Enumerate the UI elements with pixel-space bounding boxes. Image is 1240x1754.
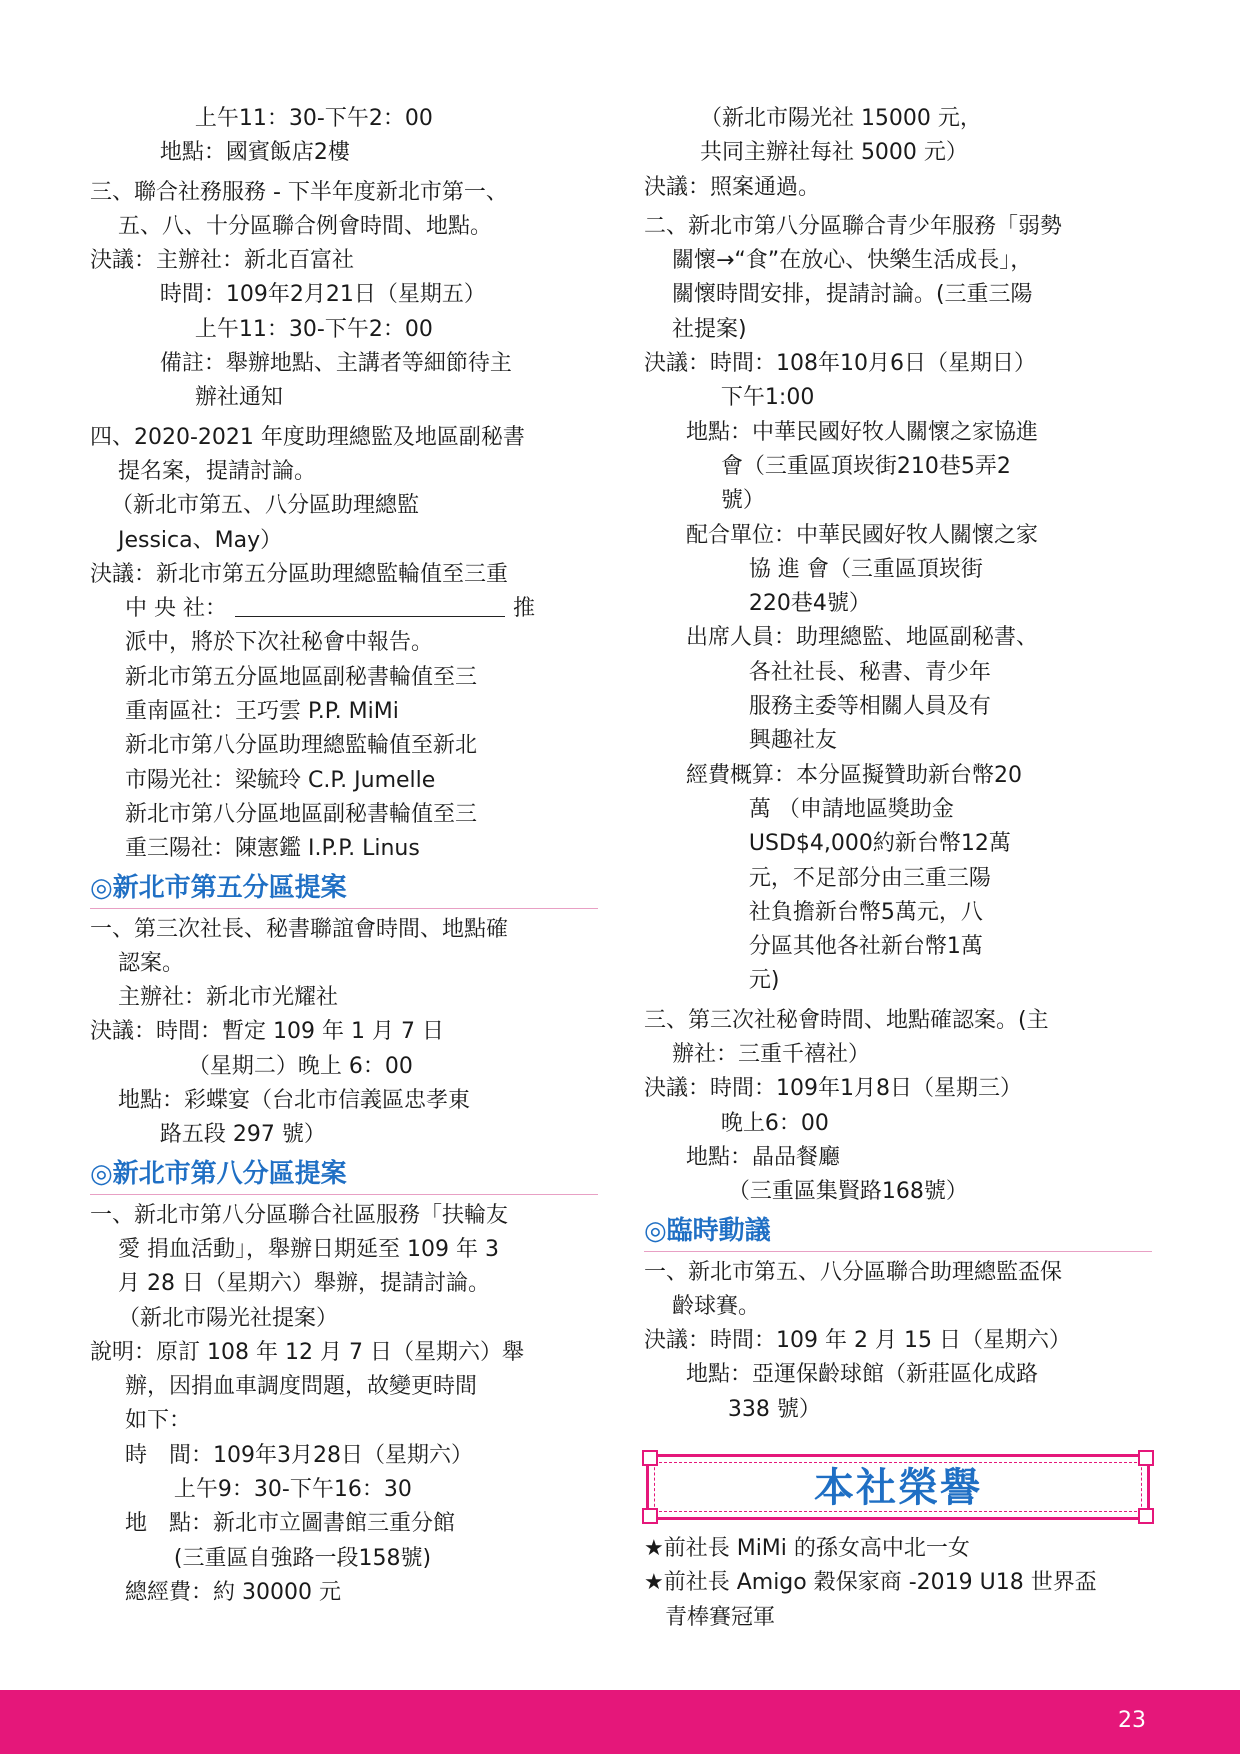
text-line: 決議：照案通過。 [644,174,821,200]
section-heading: ◎新北市第五分區提案 [90,870,598,909]
text-line: Jessica、May） [90,527,283,553]
text-line: 地點：晶品餐廳 [644,1144,840,1170]
text-line: 辦，因捐血車調度問題，故變更時間 [90,1374,477,1400]
text-line: 社提案) [644,316,747,342]
text-line: 總經費：約 30000 元 [90,1579,341,1605]
fill-in-blank-line [235,592,505,617]
text-line: 決議：時間：109年1月8日（星期三） [644,1076,1022,1102]
text-line: 如下： [90,1408,191,1434]
text-line: 辦社：三重千禧社） [644,1042,870,1068]
text-line: 地 點：新北市立圖書館三重分館 [90,1511,455,1537]
text-line: 萬 （申請地區獎助金 [644,796,954,822]
text-line: 上午11：30-下午2：00 [90,316,433,342]
text-line: 派中，將於下次社秘會中報告。 [90,630,433,656]
left-column [90,102,598,1610]
text-line: 備註：舉辦地點、主講者等細節待主 [90,351,512,377]
text-line: 338 號） [644,1396,821,1422]
text-line: （新北市陽光社提案） [90,1305,338,1331]
text-line: 元，不足部分由三重三陽 [644,865,991,891]
honor-item: ★前社長 MiMi 的孫女高中北一女 [644,1536,970,1561]
text-line [90,592,598,626]
text-line: 一、新北市第八分區聯合社區服務「扶輪友 [90,1202,509,1228]
text-line: 時間：109年2月21日（星期五） [90,282,486,308]
banner-corner-ornament [642,1450,658,1466]
text-line: 三、第三次社秘會時間、地點確認案。(主 [644,1007,1049,1033]
text-line: 號） [644,488,765,514]
text-line: 關懷時間安排，提請討論。(三重三陽 [644,282,1033,308]
text-line: 重三陽社：陳憲鑑 I.P.P. Linus [90,836,420,862]
text-line: 決議：新北市第五分區助理總監輪值至三重 [90,561,509,587]
text-line: 時 間：109年3月28日（星期六） [90,1442,473,1468]
honors-banner [646,1454,1150,1520]
text-line: 月 28 日（星期六）舉辦，提請討論。 [90,1271,490,1297]
text-line: 會（三重區頂崁街210巷5弄2 [644,453,1011,479]
text-line: 辦社通知 [90,385,283,411]
text-line: （三重區集賢路168號） [644,1179,968,1205]
text-line: 二、新北市第八分區聯合青少年服務「弱勢 [644,213,1063,239]
text-line: 共同主辦社每社 5000 元） [644,140,968,166]
text-line: 經費概算：本分區擬贊助新台幣20 [644,762,1022,788]
text-line: 決議：主辦社：新北百富社 [90,248,355,274]
text-line: 提名案，提請討論。 [90,458,316,484]
text-line: （新北市陽光社 15000 元， [644,106,982,131]
text-line: 地點：中華民國好牧人關懷之家協進 [644,419,1038,445]
text-line: 出席人員：助理總監、地區副秘書、 [644,625,1038,651]
text-line: 下午1:00 [644,385,815,411]
text-line: 決議：時間：109 年 2 月 15 日（星期六） [644,1328,1071,1354]
banner-title: 本社榮譽 [814,1465,982,1511]
text-line: 新北市第八分區地區副秘書輪值至三 [90,801,477,827]
honor-item: ★前社長 Amigo 穀保家商 -2019 U18 世界盃 [644,1570,1097,1596]
section-heading: ◎新北市第八分區提案 [90,1156,598,1195]
text-line: 各社社長、秘書、青少年 [644,659,991,685]
text-line: 地點：亞運保齡球館（新莊區化成路 [644,1362,1038,1388]
text-line: 認案。 [90,950,184,976]
text-line: 決議：時間：108年10月6日（星期日） [644,351,1036,377]
text-line: 齡球賽。 [644,1293,760,1319]
text-line: 社負擔新台幣5萬元，八 [644,899,983,925]
text-line: 三、聯合社務服務 - 下半年度新北市第一、 [90,179,508,205]
text-line: 配合單位：中華民國好牧人關懷之家 [644,522,1038,548]
text-line: 上午11：30-下午2：00 [90,106,433,131]
text-line: 一、新北市第五、八分區聯合助理總監盃保 [644,1259,1063,1285]
text-line: 決議：時間：暫定 109 年 1 月 7 日 [90,1019,444,1045]
text-line: 上午9：30-下午16：30 [90,1476,412,1502]
section-heading: ◎臨時動議 [644,1213,1152,1252]
text-line: 分區其他各社新台幣1萬 [644,934,983,960]
text-line: （新北市第五、八分區助理總監 [90,493,419,519]
text-line: 地點：國賓飯店2樓 [90,140,350,166]
text-line: 四、2020-2021 年度助理總監及地區副秘書 [90,424,525,450]
honors-list [644,1530,1154,1633]
text-line: 主辦社：新北市光耀社 [90,985,338,1011]
text-line: 愛 捐血活動」，舉辦日期延至 109 年 3 [90,1236,499,1262]
honor-item: 青棒賽冠軍 [644,1604,775,1630]
text-segment: 推 [512,596,535,622]
text-line: 220巷4號） [644,591,871,617]
text-line: 一、第三次社長、秘書聯誼會時間、地點確 [90,916,509,942]
text-line: 關懷→“食”在放心、快樂生活成長」， [644,248,1033,274]
page-number: 23 [1118,1708,1146,1733]
text-line: 晚上6：00 [644,1110,829,1136]
text-line: 五、八、十分區聯合例會時間、地點。 [90,213,492,239]
text-line: 市陽光社：梁毓玲 C.P. Jumelle [90,767,436,793]
footer-bar [0,1690,1240,1754]
text-line: 服務主委等相關人員及有 [644,694,991,720]
text-line: 協 進 會（三重區頂崁街 [644,556,983,582]
text-line: （星期二）晚上 6：00 [90,1053,413,1079]
text-line: USD$4,000約新台幣12萬 [644,831,1011,857]
text-line: 元) [644,968,780,994]
right-column [644,102,1152,1427]
text-line: 重南區社：王巧雲 P.P. MiMi [90,699,399,725]
banner-corner-ornament [1138,1450,1154,1466]
text-line: (三重區自強路一段158號) [90,1545,432,1571]
text-line: 新北市第五分區地區副秘書輪值至三 [90,664,477,690]
text-line: 地點：彩蝶宴（台北市信義區忠孝東 [90,1088,470,1114]
text-line: 新北市第八分區助理總監輪值至新北 [90,733,477,759]
text-line: 路五段 297 號） [90,1122,326,1148]
text-line: 興趣社友 [644,728,837,754]
text-segment: 中 央 社： [90,596,227,622]
text-line: 說明：原訂 108 年 12 月 7 日（星期六）舉 [90,1339,524,1365]
